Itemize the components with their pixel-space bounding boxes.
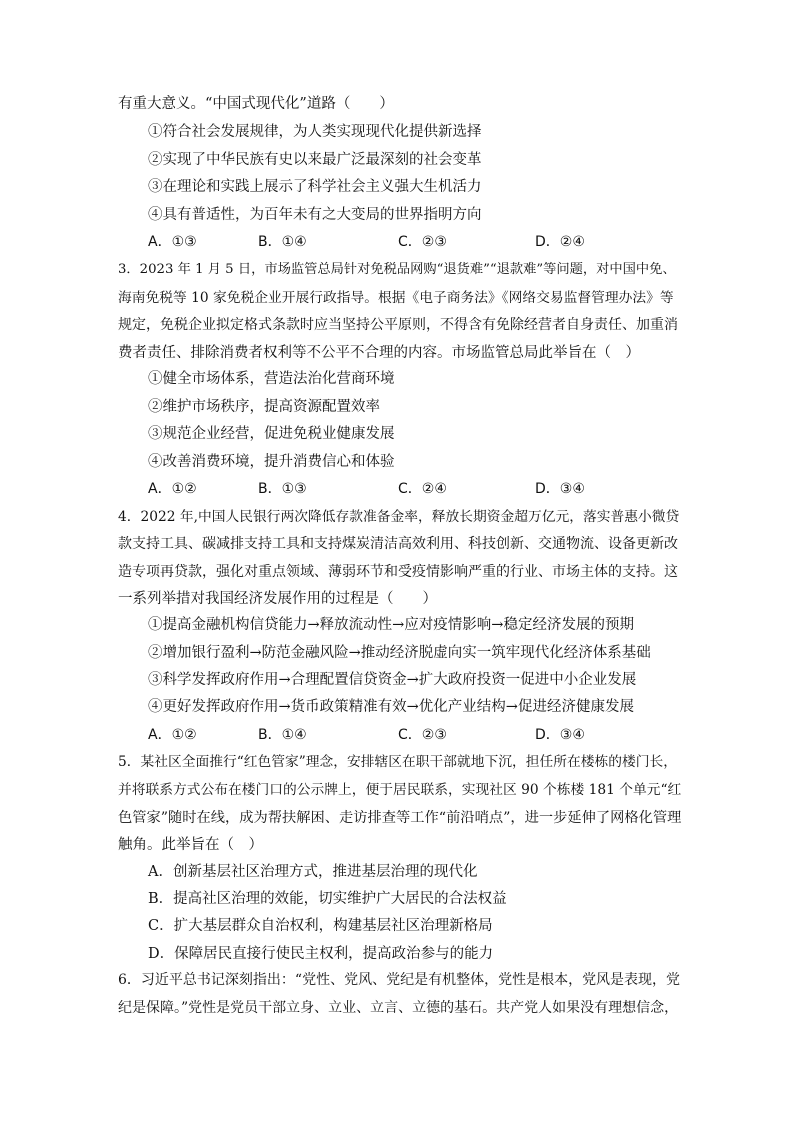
q6-stem-line-2: 纪是保障。”党性是党员干部立身、立业、立言、立德的基石。共产党人如果没有理想信念， [118,1000,679,1016]
q5-stem-line-4: 触角。此举旨在（ ） [118,837,263,853]
q3-option-a[interactable]: A．①② [148,481,197,497]
q4-item-2: ②增加银行盈利→防范金融风险→推动经济脱虚向实一筑牢现代化经济体系基础 [148,645,651,661]
q4-stem-line-2: 款支持工具、碳减排支持工具和支持煤炭清洁高效利用、科技创新、交通物流、设备更新改 [118,536,678,552]
q3-item-3: ③规范企业经营，促进免税业健康发展 [148,426,395,442]
q3-item-1: ①健全市场体系，营造法治化营商环境 [148,371,395,387]
q4-option-a[interactable]: A．①② [148,727,197,743]
q2-option-c[interactable]: C．②③ [398,234,447,250]
q4-stem-line-1: 4．2022 年,中国人民银行两次降低存款准备金率，释放长期资金超万亿元，落实普惠小微贷 [118,509,680,525]
q2-item-2: ②实现了中华民族有史以来最广泛最深刻的社会变革 [148,152,482,168]
q4-item-3: ③科学发挥政府作用→合理配置信贷资金→扩大政府投资一促进中小企业发展 [148,672,637,688]
q3-stem-line-4: 费者责任、排除消费者权利等不公平不合理的内容。市场监管总局此举旨在（ ） [118,345,640,361]
q3-item-2: ②维护市场秩序，提高资源配置效率 [148,399,380,415]
q2-item-1: ①符合社会发展规律，为人类实现现代化提供新选择 [148,124,482,140]
q4-item-1: ①提高金融机构信贷能力→释放流动性→应对疫情影响→稳定经济发展的预期 [148,617,634,633]
q3-stem-line-3: 规定，免税企业拟定格式条款时应当坚持公平原则，不得含有免除经营者自身责任、加重消 [118,317,678,333]
q3-stem-line-2: 海南免税等 10 家免税企业开展行政指导。根据《电子商务法》《网络交易监督管理办法》等 [118,290,674,306]
q5-stem-line-1: 5．某社区全面推行“红色管家”理念，安排辖区在职干部就地下沉，担任所在楼栋的楼门长， [118,754,678,770]
q5-stem-line-2: 并将联系方式公布在楼门口的公示牌上，便于居民联系，实现社区 90 个栋楼 181 个单元“红 [118,782,682,798]
q4-option-d[interactable]: D．③④ [535,727,585,743]
q2-item-3: ③在理论和实践上展示了科学社会主义强大生机活力 [148,179,482,195]
q2-option-d[interactable]: D．②④ [535,234,585,250]
q2-stem-tail: 有重大意义。“中国式现代化”道路（ ） [118,96,394,112]
q4-stem-line-4: 一系列举措对我国经济发展作用的过程是（ ） [118,591,437,607]
q6-stem-line-1: 6．习近平总书记深刻指出：“党性、党风、党纪是有机整体，党性是根本，党风是表现，党 [118,972,681,988]
q4-options [148,725,683,745]
q4-option-b[interactable]: B．①④ [258,727,307,743]
q4-option-c[interactable]: C．②③ [398,727,447,743]
q3-option-c[interactable]: C．②④ [398,481,447,497]
q3-option-b[interactable]: B．①③ [258,481,307,497]
q2-options [148,232,683,252]
q2-item-4: ④具有普适性，为百年未有之大变局的世界指明方向 [148,207,482,223]
q5-choice-b[interactable]: B．提高社区治理的效能，切实维护广大居民的合法权益 [148,891,507,907]
q3-stem-line-1: 3．2023 年 1 月 5 日，市场监管总局针对免税品网购“退货难”“退款难”等问题，对中国中免、 [118,262,676,277]
q3-option-d[interactable]: D．③④ [535,481,585,497]
q5-choice-d[interactable]: D．保障居民直接行使民主权利，提高政治参与的能力 [148,946,494,962]
q2-option-b[interactable]: B．①④ [258,234,307,250]
q4-item-4: ④更好发挥政府作用→货币政策精准有效→优化产业结构→促进经济健康发展 [148,699,634,715]
q5-choice-c[interactable]: C．扩大基层群众自治权利，构建基层社区治理新格局 [148,918,493,934]
q3-item-4: ④改善消费环境，提升消费信心和体验 [148,454,395,470]
q5-choice-a[interactable]: A．创新基层社区治理方式，推进基层治理的现代化 [148,864,478,880]
q2-option-a[interactable]: A．①③ [148,234,197,250]
q3-options [148,479,683,499]
q5-stem-line-3: 色管家”随时在线，成为帮扶解困、走访排查等工作“前沿哨点”，进一步延伸了网格化管理 [118,810,682,826]
q4-stem-line-3: 造专项再贷款，强化对重点领域、薄弱环节和受疫情影响严重的行业、市场主体的支持。这 [118,564,678,580]
